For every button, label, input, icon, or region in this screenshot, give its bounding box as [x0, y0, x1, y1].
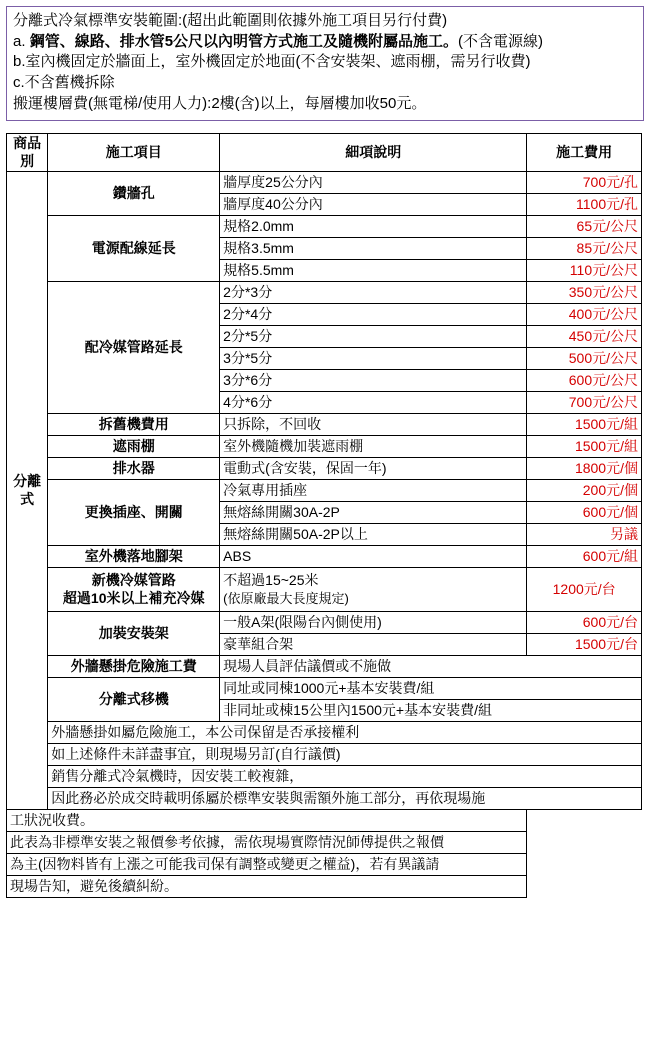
- price-cell: 600元/台: [527, 612, 642, 634]
- header-price: 施工費用: [527, 134, 642, 172]
- document-page: [0, 6, 650, 1050]
- detail-cell: 非同址或棟15公里內1500元+基本安裝費/組: [220, 700, 642, 722]
- footnote-row: [7, 876, 642, 898]
- price-cell: 500元/公尺: [527, 348, 642, 370]
- price-cell: 1500元/台: [527, 634, 642, 656]
- item-drill-hole: 鑽牆孔: [48, 172, 220, 216]
- footnote-text: 工狀況收費。: [7, 810, 527, 832]
- footnote-text: 銷售分離式冷氣機時，因安裝工較複雜，: [48, 766, 642, 788]
- price-cell: 1500元/組: [527, 414, 642, 436]
- table-row: [7, 568, 642, 612]
- item-extra-refrigerant: [48, 568, 220, 612]
- detail-cell: 電動式(含安裝，保固一年): [220, 458, 527, 480]
- price-cell: 另議: [527, 524, 642, 546]
- notice-line-b: b.室內機固定於牆面上，室外機固定於地面(不含安裝架、遮雨棚，需另行收費): [13, 53, 531, 71]
- detail-cell: 規格2.0mm: [220, 216, 527, 238]
- detail-cell: 無熔絲開關50A-2P以上: [220, 524, 527, 546]
- detail-cell: ABS: [220, 546, 527, 568]
- footnote-row: [7, 854, 642, 876]
- table-row: [7, 216, 642, 238]
- footnote-row: [7, 744, 642, 766]
- detail-cell: 2分*3分: [220, 282, 527, 304]
- footnote-row: [7, 766, 642, 788]
- table-row: [7, 414, 642, 436]
- notice-line-a: [13, 32, 637, 53]
- detail-cell: 3分*5分: [220, 348, 527, 370]
- price-cell: 65元/公尺: [527, 216, 642, 238]
- footnote-text: 如上述條件未詳盡事宜，則現場另訂(自行議價): [48, 744, 642, 766]
- item-relocation: 分離式移機: [48, 678, 220, 722]
- table-row: [7, 282, 642, 304]
- footnote-row: [7, 810, 642, 832]
- price-cell: 450元/公尺: [527, 326, 642, 348]
- notice-line-a-emphasis: 鋼管、線路、排水管5公尺以內明管方式施工及隨機附屬品施工。: [29, 32, 459, 50]
- table-row: [7, 656, 642, 678]
- table-row: [7, 678, 642, 700]
- price-table: [6, 133, 642, 898]
- price-cell: 1800元/個: [527, 458, 642, 480]
- header-detail: 細項說明: [220, 134, 527, 172]
- price-cell: 600元/公尺: [527, 370, 642, 392]
- table-row: [7, 458, 642, 480]
- item-removal-fee: 拆舊機費用: [48, 414, 220, 436]
- item-drain-pump: 排水器: [48, 458, 220, 480]
- footnote-text: 為主(因物料皆有上漲之可能我司保有調整或變更之權益)，若有異議請: [7, 854, 527, 876]
- detail-cell: 牆厚度25公分內: [220, 172, 527, 194]
- detail-cell: 規格5.5mm: [220, 260, 527, 282]
- price-cell: 200元/個: [527, 480, 642, 502]
- detail-cell: 無熔絲開關30A-2P: [220, 502, 527, 524]
- price-cell: 110元/公尺: [527, 260, 642, 282]
- price-table-wrap: [6, 133, 644, 898]
- item-extra-refrigerant-line2: 超過10米以上補充冷媒: [62, 589, 205, 606]
- detail-cell: 同址或同棟1000元+基本安裝費/組: [220, 678, 642, 700]
- notice-line-transport: 搬運樓層費(無電梯/使用人力):2樓(含)以上，每層樓加收50元。: [13, 94, 427, 112]
- item-ground-bracket: 室外機落地腳架: [48, 546, 220, 568]
- detail-cell: 現場人員評估議價或不施做: [220, 656, 642, 678]
- item-mount-bracket: 加裝安裝架: [48, 612, 220, 656]
- notice-box: [6, 6, 644, 121]
- footnote-row: [7, 832, 642, 854]
- price-cell: 700元/孔: [527, 172, 642, 194]
- item-dangerous-work: 外牆懸掛危險施工費: [48, 656, 220, 678]
- table-header-row: [7, 134, 642, 172]
- detail-cell: 豪華組合架: [220, 634, 527, 656]
- price-cell: 1500元/組: [527, 436, 642, 458]
- category-cell: 分離式: [7, 172, 48, 810]
- footnote-text: 此表為非標準安裝之報價參考依據，需依現場實際情況師傅提供之報價: [7, 832, 527, 854]
- footnote-row: [7, 722, 642, 744]
- notice-line-title: 分離式冷氣標準安裝範圍:(超出此範圍則依據外施工項目另行付費): [13, 12, 448, 29]
- table-row: [7, 546, 642, 568]
- table-row: [7, 436, 642, 458]
- price-cell: 600元/個: [527, 502, 642, 524]
- price-cell: 1200元/台: [527, 568, 642, 612]
- notice-line-a-text: a. 鋼管、線路、排水管5公尺以內明管方式施工及隨機附屬品施工。(不含電源線): [13, 32, 544, 50]
- detail-cell: [220, 568, 527, 612]
- price-cell: 600元/組: [527, 546, 642, 568]
- header-category: 商品別: [7, 134, 48, 172]
- item-extra-refrigerant-line1: 新機冷媒管路: [91, 572, 176, 589]
- item-socket-switch: 更換插座、開關: [48, 480, 220, 546]
- footnote-text: 現場告知，避免後續糾紛。: [7, 876, 527, 898]
- detail-cell: 3分*6分: [220, 370, 527, 392]
- detail-cell: 2分*4分: [220, 304, 527, 326]
- item-refrigerant-pipe: 配冷媒管路延長: [48, 282, 220, 414]
- table-row: [7, 612, 642, 634]
- price-cell: 700元/公尺: [527, 392, 642, 414]
- notice-line-c: c.不含舊機拆除: [13, 74, 115, 92]
- detail-cell: 4分*6分: [220, 392, 527, 414]
- footnote-text: 因此務必於成交時載明係屬於標準安裝與需額外施工部分，再依現場施: [48, 788, 642, 810]
- price-cell: 85元/公尺: [527, 238, 642, 260]
- detail-cell: 牆厚度40公分內: [220, 194, 527, 216]
- price-cell: 400元/公尺: [527, 304, 642, 326]
- detail-cell: 2分*5分: [220, 326, 527, 348]
- detail-extra-refrigerant-line2: (依原廠最大長度規定): [223, 590, 349, 606]
- item-rain-cover: 遮雨棚: [48, 436, 220, 458]
- detail-cell: 室外機隨機加裝遮雨棚: [220, 436, 527, 458]
- table-row: [7, 172, 642, 194]
- detail-cell: 一般A架(限陽台內側使用): [220, 612, 527, 634]
- item-power-wiring: 電源配線延長: [48, 216, 220, 282]
- detail-cell: 只拆除，不回收: [220, 414, 527, 436]
- footnote-row: [7, 788, 642, 810]
- detail-extra-refrigerant-line1: 不超過15~25米: [223, 572, 319, 589]
- footnote-text: 外牆懸掛如屬危險施工，本公司保留是否承接權利: [48, 722, 642, 744]
- detail-cell: 冷氣專用插座: [220, 480, 527, 502]
- header-item: 施工項目: [48, 134, 220, 172]
- table-row: [7, 480, 642, 502]
- detail-cell: 規格3.5mm: [220, 238, 527, 260]
- price-cell: 1100元/孔: [527, 194, 642, 216]
- price-cell: 350元/公尺: [527, 282, 642, 304]
